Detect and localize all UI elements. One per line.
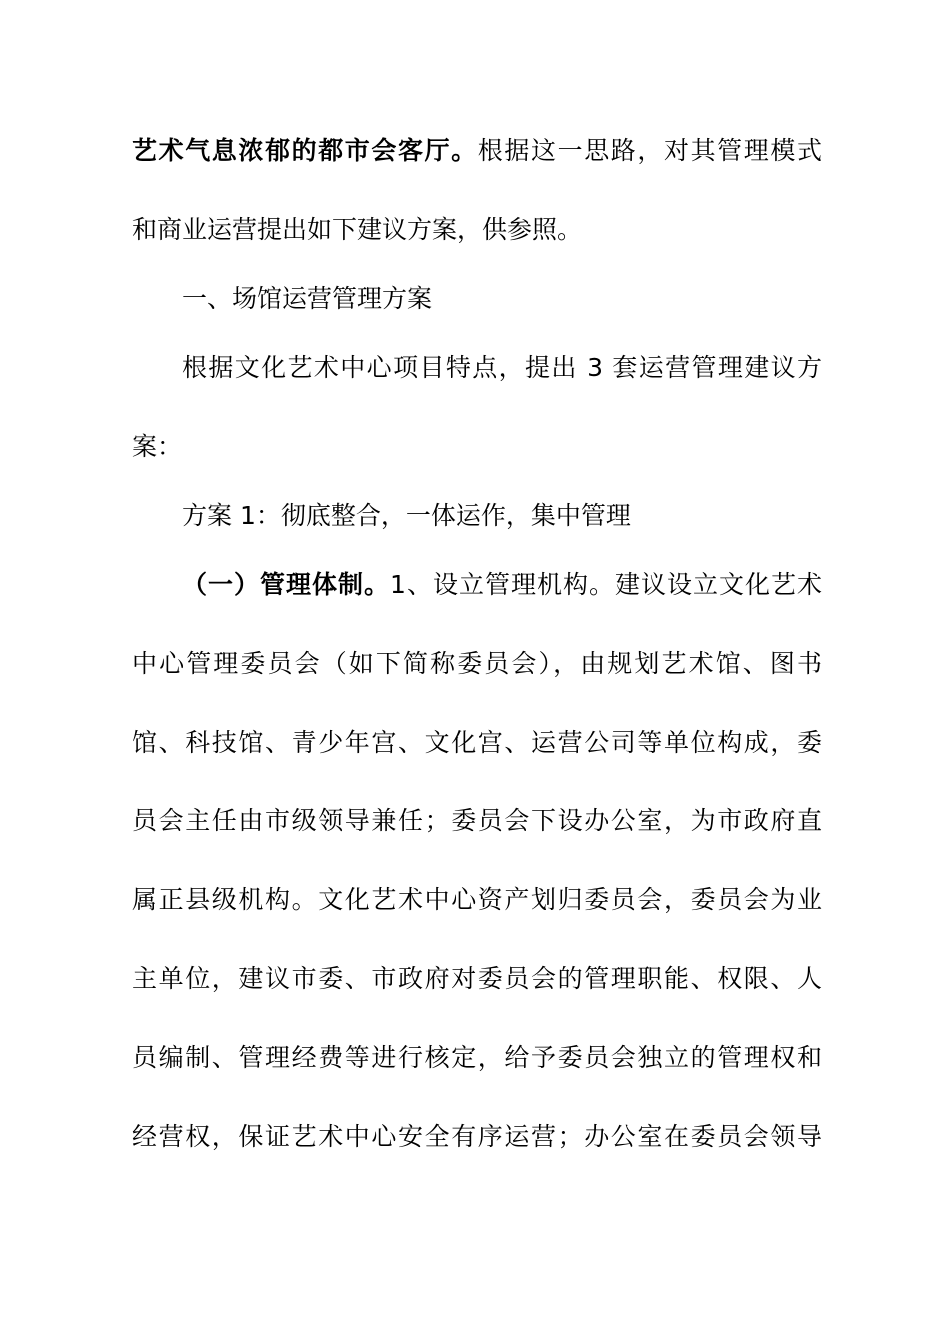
- line-text: 根据文化艺术中心项目特点，提出 3 套运营管理建议方: [182, 353, 822, 382]
- line-text: 案：: [132, 432, 183, 461]
- line-text: 和商业运营提出如下建议方案，供参照。: [132, 215, 583, 244]
- line-text: 属正县级机构。文化艺术中心资产划归委员会，委员会为业: [132, 885, 822, 914]
- line-text: 经营权，保证艺术中心安全有序运营；办公室在委员会领导: [132, 1122, 822, 1151]
- paragraph-line-10: [132, 801, 822, 841]
- line-text: 1、设立管理机构。建议设立文化艺术: [390, 570, 822, 599]
- paragraph-line-11: [132, 880, 822, 920]
- line-text: 方案 1：彻底整合，一体运作，集中管理: [182, 501, 631, 530]
- line-text: 根据这一思路，对其管理模式: [477, 136, 822, 165]
- line-text: 一、场馆运营管理方案: [182, 284, 433, 313]
- line-text: 馆、科技馆、青少年宫、文化宫、运营公司等单位构成，委: [132, 728, 822, 757]
- line-text: 员会主任由市级领导兼任；委员会下设办公室，为市政府直: [132, 806, 822, 835]
- paragraph-line-8: [132, 644, 822, 684]
- section-heading: [182, 279, 822, 319]
- paragraph-line-7: [182, 565, 822, 605]
- paragraph-line-2: [132, 210, 822, 250]
- bold-phrase: 艺术气息浓郁的都市会客厅。: [132, 136, 478, 165]
- bold-phrase: （一）管理体制。: [182, 570, 391, 599]
- paragraph-line-9: [132, 723, 822, 763]
- line-text: 员编制、管理经费等进行核定，给予委员会独立的管理权和: [132, 1043, 822, 1072]
- paragraph-line-5: [132, 427, 822, 467]
- paragraph-line-1: [132, 131, 822, 171]
- scheme-heading: [182, 496, 822, 536]
- line-text: 中心管理委员会（如下简称委员会），由规划艺术馆、图书: [132, 649, 822, 678]
- paragraph-line-13: [132, 1038, 822, 1078]
- paragraph-line-12: [132, 959, 822, 999]
- paragraph-line-4: [182, 348, 822, 388]
- line-text: 主单位，建议市委、市政府对委员会的管理职能、权限、人: [132, 964, 822, 993]
- paragraph-line-14: [132, 1117, 822, 1157]
